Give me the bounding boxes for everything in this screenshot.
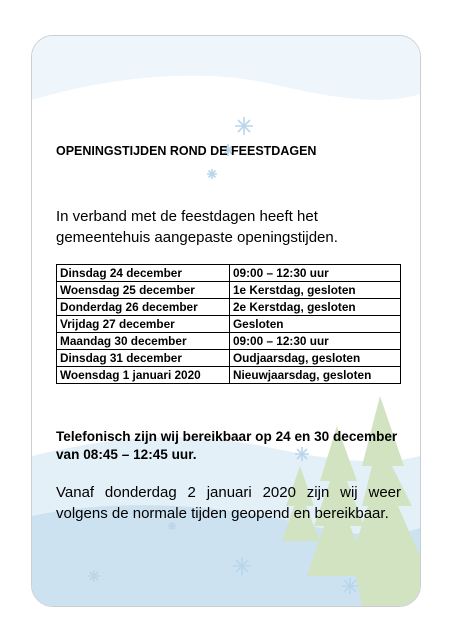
day-cell: Donderdag 26 december [57, 299, 230, 316]
phone-availability-note: Telefonisch zijn wij bereikbaar op 24 en 30 december van 08:45 – 12:45 uur. [56, 429, 398, 462]
day-cell: Woensdag 25 december [57, 282, 230, 299]
notice-title: OPENINGSTIJDEN ROND DE FEESTDAGEN [56, 144, 317, 158]
table-row [57, 333, 401, 350]
table-row [57, 265, 401, 282]
hours-cell: 09:00 – 12:30 uur [230, 265, 401, 282]
day-cell: Woensdag 1 januari 2020 [57, 367, 230, 384]
hours-cell: Nieuwjaarsdag, gesloten [230, 367, 401, 384]
upper-wave [32, 36, 420, 100]
intro-text: In verband met de feestdagen heeft het gemeentehuis aangepaste openingstijden. [56, 208, 338, 246]
table-row [57, 367, 401, 384]
table-row [57, 316, 401, 333]
day-cell: Dinsdag 31 december [57, 350, 230, 367]
hours-cell: 09:00 – 12:30 uur [230, 333, 401, 350]
resume-hours-note: Vanaf donderdag 2 januari 2020 zijn wij weer volgens de normale tijden geopend en bereikbaar. [56, 484, 401, 522]
opening-hours-table [56, 264, 401, 384]
day-cell: Vrijdag 27 december [57, 316, 230, 333]
table-row [57, 282, 401, 299]
day-cell: Dinsdag 24 december [57, 265, 230, 282]
day-cell: Maandag 30 december [57, 333, 230, 350]
hours-cell: Oudjaarsdag, gesloten [230, 350, 401, 367]
hours-cell: Gesloten [230, 316, 401, 333]
table-row [57, 299, 401, 316]
table-row [57, 350, 401, 367]
hours-cell: 1e Kerstdag, gesloten [230, 282, 401, 299]
notice-card [31, 35, 421, 607]
hours-cell: 2e Kerstdag, gesloten [230, 299, 401, 316]
